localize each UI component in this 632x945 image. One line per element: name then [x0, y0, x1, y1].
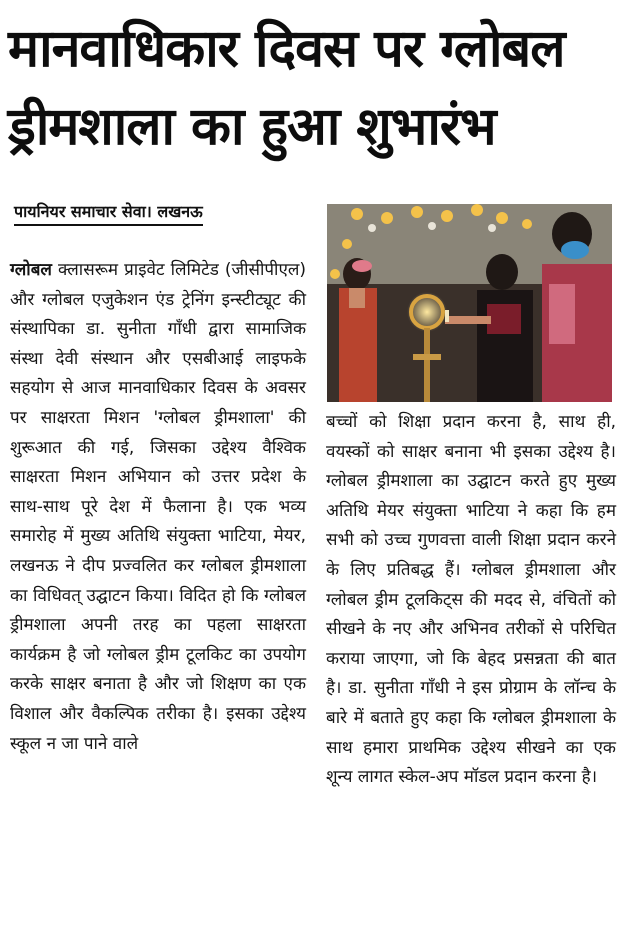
byline: पायनियर समाचार सेवा। लखनऊ: [14, 200, 203, 226]
article-column-left: [10, 256, 306, 759]
event-photo: [327, 204, 612, 402]
article-left-text: क्लासरूम प्राइवेट लिमिटेड (जीसीपीएल) और ग्लोबल एजुकेशन एंड ट्रेनिंग इन्स्टीट्यूट की संस्थापिका डा. सुनीता गाँधी द्वारा सामाजिक संस्था देवी संस्थान और एसबीआई लाइफके सहयोग से आज मानवाधिकार दिवस के अवसर पर साक्षरता मिशन 'ग्लोबल ड्रीमशाला' की शुरूआत की गई, जिसका उद्देश्य वैश्विक साक्षरता मिशन अभियान को उत्तर प्रदेश के साथ-साथ पूरे देश में फैलाना है। एक भव्य समारोह में मुख्य अतिथि संयुक्ता भाटिया, मेयर, लखनऊ ने दीप प्रज्वलित कर ग्लोबल ड्रीमशाला का विधिवत् उद्घाटन किया। विदित हो कि ग्लोबल ड्रीमशाला अपनी तरह का पहला साक्षरता कार्यक्रम है जो ग्लोबल ड्रीम टूलकिट का उपयोग करके साक्षर बनाता है और जो शिक्षण का एक विशाल और वैकल्पिक तरीका है। इसका उद्देश्य स्कूल न जा पाने वाले: [10, 260, 306, 754]
headline-line-2: ड्रीमशाला का हुआ शुभारंभ: [8, 97, 496, 157]
article-column-right: [326, 408, 616, 793]
headline: [8, 10, 624, 166]
event-photo-icon: [327, 204, 612, 402]
article-lead-word: ग्लोबल: [10, 260, 52, 280]
headline-line-1: मानवाधिकार दिवस पर ग्लोबल: [8, 19, 565, 79]
article-right-text: बच्चों को शिक्षा प्रदान करना है, साथ ही, वयस्कों को साक्षर बनाना भी इसका उद्देश्य है। ग्लोबल ड्रीमशाला का उद्घाटन करते हुए मुख्य अतिथि मेयर संयुक्ता भाटिया ने कहा कि हम सभी को उच्च गुणवत्ता वाली शिक्षा प्रदान करने के लिए प्रतिबद्ध हैं। ग्लोबल ड्रीमशाला और ग्लोबल ड्रीम टूलकिट्स की मदद से, वंचितों को सीखने के नए और अभिनव तरीकों से परिचित कराया जाएगा, जो कि बेहद प्रसन्नता की बात है। डा. सुनीता गाँधी ने इस प्रोग्राम के लॉन्च के बारे में बताते हुए कहा कि ग्लोबल ड्रीमशाला के साथ हमारा प्राथमिक उद्देश्य सीखने का एक शून्य लागत स्केल-अप मॉडल प्रदान करना है।: [326, 412, 616, 788]
